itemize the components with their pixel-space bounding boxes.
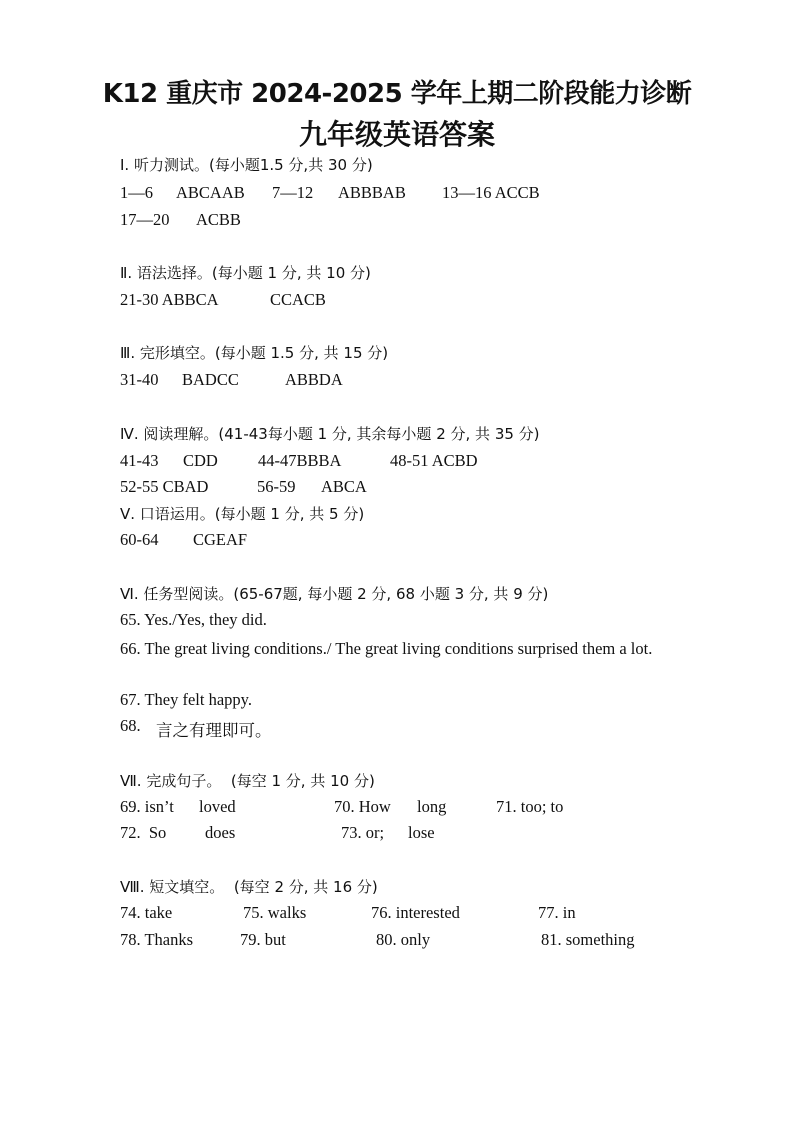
answer-66: 66. The great living conditions./ The great living conditions surprised them a lot.: [120, 639, 653, 658]
answer-68-text: 言之有理即可。: [156, 721, 272, 740]
answer-group: CDD: [183, 451, 218, 470]
answer-group: 44-47BBBA: [258, 451, 342, 470]
answer-group: 41-43: [120, 451, 159, 470]
answer-group: 17—20: [120, 210, 170, 229]
answer-group: 48-51 ACBD: [390, 451, 478, 470]
answer-group: 72. So: [120, 823, 167, 842]
answer-group: 76. interested: [371, 903, 460, 922]
answer-group: 79. but: [240, 930, 286, 949]
answer-group: 71. too; to: [496, 797, 564, 816]
answer-group: ABBBAB: [338, 183, 406, 202]
answer-group: 80. only: [376, 930, 431, 949]
answer-group: 74. take: [120, 903, 173, 922]
section-2-heading: Ⅱ. 语法选择。(每小题 1 分, 共 10 分): [120, 264, 371, 282]
answer-group: 31-40: [120, 370, 159, 389]
section-4-heading: Ⅳ. 阅读理解。(41-43每小题 1 分, 其余每小题 2 分, 共 35 分): [120, 425, 540, 443]
answer-65: 65. Yes./Yes, they did.: [120, 610, 267, 629]
answer-67: 67. They felt happy.: [120, 690, 252, 709]
answer-group: BADCC: [182, 370, 239, 389]
answer-group: 52-55 CBAD: [120, 477, 209, 496]
answer-group: loved: [199, 797, 236, 816]
answer-group: 78. Thanks: [120, 930, 194, 949]
answer-group: 73. or;: [341, 823, 385, 842]
answer-group: lose: [408, 823, 435, 842]
section-1-heading: Ⅰ. 听力测试。(每小题1.5 分,共 30 分): [120, 156, 373, 174]
answer-group: 75. walks: [243, 903, 307, 922]
answer-group: ABCA: [321, 477, 367, 496]
answer-group: 77. in: [538, 903, 576, 922]
section-6-heading: Ⅵ. 任务型阅读。(65-67题, 每小题 2 分, 68 小题 3 分, 共 9 分): [120, 585, 549, 603]
answer-group: long: [417, 797, 447, 816]
answer-group: 1—6: [120, 183, 153, 202]
section-3-heading: Ⅲ. 完形填空。(每小题 1.5 分, 共 15 分): [120, 344, 389, 362]
answer-group: 70. How: [334, 797, 391, 816]
answer-group: CGEAF: [193, 530, 248, 549]
answer-group: 7—12: [272, 183, 314, 202]
answer-68-number: 68.: [120, 716, 141, 735]
answer-group: 13—16 ACCB: [442, 183, 540, 202]
answer-group: 21-30 ABBCA: [120, 290, 219, 309]
section-5-heading: Ⅴ. 口语运用。(每小题 1 分, 共 5 分): [120, 505, 365, 523]
answer-group: 60-64: [120, 530, 159, 549]
answer-group: 69. isn’t: [120, 797, 174, 816]
answer-group: ACBB: [196, 210, 241, 229]
answer-group: CCACB: [270, 290, 326, 309]
answer-group: ABCAAB: [176, 183, 245, 202]
document-subtitle: 九年级英语答案: [298, 118, 495, 151]
section-8-heading: Ⅷ. 短文填空。 (每空 2 分, 共 16 分): [120, 878, 378, 896]
answer-group: 81. something: [541, 930, 635, 949]
answer-group: 56-59: [257, 477, 296, 496]
document-title: K12 重庆市 2024-2025 学年上期二阶段能力诊断: [102, 79, 692, 109]
answer-group: does: [205, 823, 236, 842]
section-7-heading: Ⅶ. 完成句子。 (每空 1 分, 共 10 分): [120, 772, 375, 790]
answer-group: ABBDA: [285, 370, 343, 389]
